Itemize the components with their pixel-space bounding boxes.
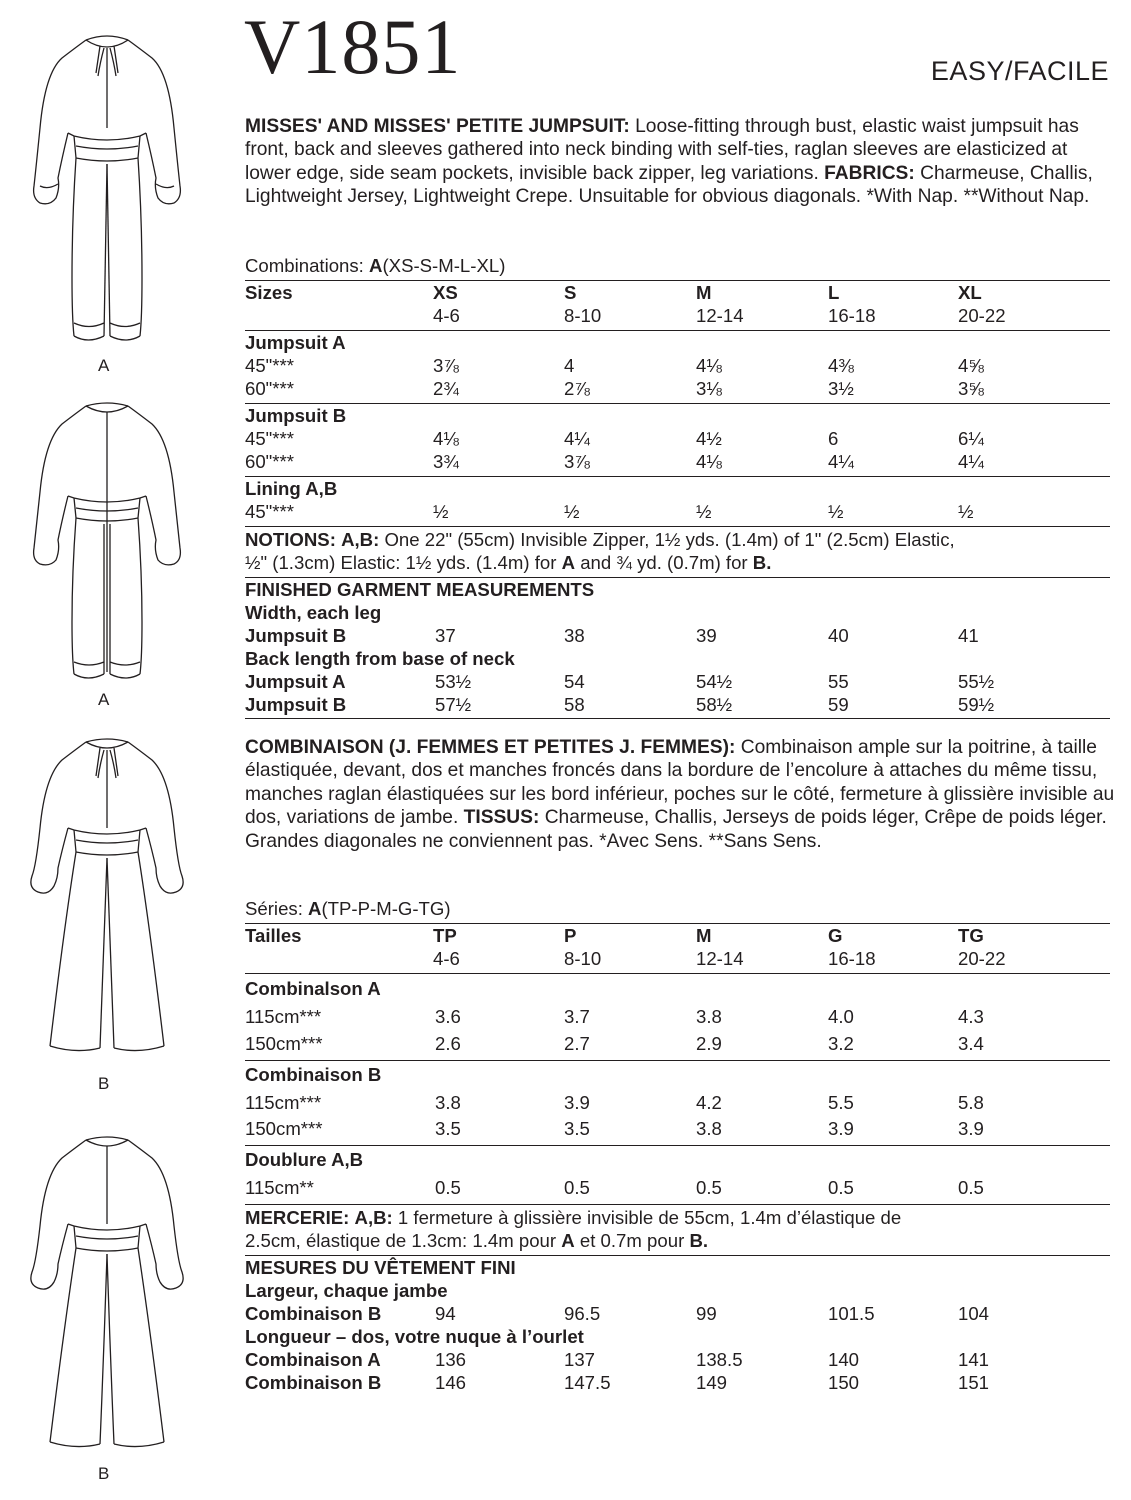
yardage-value: 0.5 [958,1177,984,1198]
yardage-value: 4⅛ [696,451,722,472]
yardage-group-title [245,477,1110,500]
sizes-label: Tailles [245,925,302,946]
measurement-value: 58 [564,694,585,715]
measurement-label: Jumpsuit B [245,694,347,715]
figure-label: B [98,1464,110,1483]
yardage-value: 3.8 [696,1006,722,1027]
size-range: 16-18 [828,948,876,969]
yardage-value: 3.9 [828,1118,854,1139]
combinations-sizes: (XS-S-M-L-XL) [382,255,506,276]
size-code: XL [958,282,982,303]
yardage-value: 0.5 [696,1177,722,1198]
group-title: Combinalson A [245,978,381,999]
yardage-row [245,500,1110,523]
yardage-value: 3⅛ [696,378,722,399]
yardage-value: 4½ [696,428,722,449]
group-title: Combinaison B [245,1064,382,1085]
yardage-value: ½ [958,501,974,522]
measurement-value: 38 [564,625,585,646]
sizes-header-row [245,924,1110,947]
english-yardage-table [245,255,1110,719]
finished-subtitle [245,1279,1110,1302]
size-range: 12-14 [696,305,744,326]
section-title: MESURES DU VÊTEMENT FINI [245,1257,516,1278]
figure-label: A [98,356,110,375]
combinations-label: Séries: [245,898,303,919]
yardage-value: 3.2 [828,1033,854,1054]
figure-view-b-front [0,728,215,1093]
yardage-value: 3.8 [435,1092,461,1113]
yardage-value: 4¼ [958,451,984,472]
yardage-value: 3.5 [435,1118,461,1139]
section-title: FINISHED GARMENT MEASUREMENTS [245,579,595,600]
figure-label: A [98,690,110,709]
notions [245,527,1110,574]
group-title: Jumpsuit A [245,332,346,353]
measurement-label: Jumpsuit A [245,671,346,692]
notions-text: 1 fermeture à glissière invisible de 55cm, 1.4m d’élastique de [397,1207,902,1228]
yardage-row [245,450,1110,473]
measurement-value: 53½ [435,671,472,692]
yardage-value: 5.5 [828,1092,854,1113]
yardage-value: 3.4 [958,1033,984,1054]
yardage-value: 4⅜ [828,355,854,376]
notions-text: One 22" (55cm) Invisible Zipper, 1½ yds. (1.4m) of 1" (2.5cm) Elastic, [384,529,955,550]
finished-title [245,578,1110,601]
measurement-row [245,624,1110,647]
jumpsuit-a-back-drawing [0,392,215,682]
yardage-value: 2¾ [433,378,459,399]
measurement-value: 59½ [958,694,995,715]
finished-subtitle [245,601,1110,624]
notions-view: A [561,552,576,573]
yardage-value: 5.8 [958,1092,984,1113]
size-range: 20-22 [958,948,1006,969]
notions-label: MERCERIE: [245,1207,350,1228]
description-title: COMBINAISON (J. FEMMES ET PETITES J. FEMMES): [245,737,736,758]
jumpsuit-a-front-drawing [0,18,215,363]
measurement-value: 55½ [958,671,995,692]
yardage-value: 3.8 [696,1118,722,1139]
yardage-value: 4⅝ [958,355,984,376]
combinations-line [245,255,1110,277]
yardage-value: ½ [828,501,844,522]
yardage-group-title [245,331,1110,354]
notions-text: et 0.7m pour [579,1230,685,1251]
size-range-row [245,304,1110,327]
measurement-value: 37 [435,625,456,646]
measurement-value: 94 [435,1303,456,1324]
measurement-value: 54 [564,671,585,692]
sizes-header-row [245,281,1110,304]
yardage-row [245,1003,1110,1031]
yardage-value: 4¼ [564,428,590,449]
measurement-value: 137 [564,1349,596,1370]
size-code: TP [433,925,457,946]
yardage-group-title [245,1146,1110,1174]
size-code: TG [958,925,984,946]
figure-view-b-back [0,1128,215,1483]
yardage-row [245,1089,1110,1116]
group-title: Lining A,B [245,478,338,499]
section-subtitle: Width, each leg [245,602,382,623]
fabrics-text: Charmeuse, Challis, Lightweight Jersey, Lightweight Crepe. Unsuitable for obvious diagonals. *With Nap. **Without Nap. [245,162,1093,208]
yardage-value: 0.5 [564,1177,590,1198]
difficulty-rating: EASY/FACILE [930,56,1109,86]
notions-text: 2.5cm, élastique de 1.3cm: 1.4m pour [245,1230,557,1251]
measurement-value: 39 [696,625,717,646]
pattern-number: V1851 [244,3,462,90]
size-range: 8-10 [564,305,602,326]
figure-view-a-front [0,18,215,375]
measurement-value: 136 [435,1349,467,1370]
yardage-value: 3.9 [564,1092,590,1113]
yardage-value: 3¾ [433,451,459,472]
size-code: S [564,282,577,303]
notions-view: A [561,1230,575,1251]
size-range: 4-6 [433,948,460,969]
jumpsuit-b-front-drawing [0,728,215,1068]
yardage-value: 3⅞ [564,451,590,472]
yardage-value: 2⅞ [564,378,590,399]
measurement-value: 54½ [696,671,733,692]
measurement-value: 146 [435,1372,467,1393]
measurement-value: 138.5 [696,1349,743,1370]
yardage-value: 3½ [828,378,854,399]
sizes-label: Sizes [245,282,293,303]
size-code: G [828,925,843,946]
measurement-value: 40 [828,625,849,646]
combinations-code: A [369,255,383,276]
description-text: Loose-fitting through bust, elastic waist jumpsuit has front, back and sleeves gathered into neck binding with self-ties, raglan sleeves are elasticized at lower edge, side seam pockets, invisible back zipper, leg variations. [245,116,1079,184]
measurement-value: 150 [828,1372,860,1393]
yardage-value: ½ [696,501,712,522]
size-range: 20-22 [958,305,1006,326]
yardage-value: 0.5 [435,1177,461,1198]
section-subtitle: Largeur, chaque jambe [245,1280,448,1301]
size-code: M [696,282,712,303]
french-description [245,736,1117,853]
yardage-value: 3⅞ [433,355,459,376]
combinations-label: Combinations: [245,255,364,276]
measurement-row [245,1371,1110,1394]
notions-views: A,B: [341,529,380,550]
measurement-value: 58½ [696,694,733,715]
fabric-width: 60"*** [245,378,294,399]
garment-illustrations [0,0,215,1500]
french-yardage-table [245,898,1110,1394]
fabric-width: 150cm*** [245,1033,323,1054]
yardage-row [245,1174,1110,1202]
yardage-value: 6 [828,428,839,449]
measurement-value: 104 [958,1303,990,1324]
yardage-group-title [245,1061,1110,1089]
fabrics-text: Charmeuse, Challis, Jerseys de poids léger, Crêpe de poids léger. Grandes diagonales ne conviennent pas. *Avec Sens. **Sans Sens. [245,807,1107,852]
measurement-value: 101.5 [828,1303,875,1324]
notions-view: B. [689,1230,709,1251]
measurement-value: 99 [696,1303,717,1324]
measurement-value: 149 [696,1372,728,1393]
yardage-value: 4.2 [696,1092,722,1113]
measurement-label: Combinaison B [245,1372,382,1393]
size-range-row [245,947,1110,970]
measurement-value: 140 [828,1349,860,1370]
mercerie [245,1205,1110,1252]
size-range: 16-18 [828,305,876,326]
notions-label: NOTIONS: [245,529,336,550]
yardage-value: 2.7 [564,1033,590,1054]
yardage-value: 2.9 [696,1033,722,1054]
yardage-value: 0.5 [828,1177,854,1198]
yardage-value: ½ [433,501,449,522]
measurement-label: Combinaison B [245,1303,382,1324]
yardage-value: 4 [564,355,575,376]
yardage-value: 4¼ [828,451,854,472]
fabric-width: 45"*** [245,428,294,449]
finished-subtitle [245,647,1110,670]
size-code: P [564,925,577,946]
yardage-row [245,1031,1110,1057]
measurement-value: 59 [828,694,849,715]
measurement-value: 147.5 [564,1372,611,1393]
group-title: Doublure A,B [245,1149,364,1170]
description-text: Combinaison ample sur la poitrine, à taille élastiquée, devant, dos et manches froncés dans la bordure de l’encolure à attaches du même tissu, manches raglan élastiquées sur les bord inférieur, poches sur le côté, fermeture à glissière invisible au dos, variations de jambe. [245,737,1115,829]
yardage-value: 4⅛ [433,428,459,449]
figure-label: B [98,1074,110,1093]
notions-text: ½" (1.3cm) Elastic: 1½ yds. (1.4m) for [245,552,557,573]
yardage-group-title [245,404,1110,427]
fabric-width: 45"*** [245,501,294,522]
notions-text: and ¾ yd. (0.7m) for [580,552,748,573]
yardage-value: 4.3 [958,1006,984,1027]
fabric-width: 115cm*** [245,1092,322,1113]
fabric-width: 115cm** [245,1177,314,1198]
yardage-value: 2.6 [435,1033,461,1054]
yardage-row [245,427,1110,450]
measurement-value: 55 [828,671,849,692]
yardage-value: ½ [564,501,580,522]
english-description [245,115,1117,209]
measurement-label: Jumpsuit B [245,625,347,646]
description-title: MISSES' AND MISSES' PETITE JUMPSUIT: [245,116,630,137]
fabric-width: 45"*** [245,355,294,376]
measurement-value: 57½ [435,694,472,715]
notions-views: A,B: [354,1207,393,1228]
measurement-value: 41 [958,625,979,646]
section-subtitle: Back length from base of neck [245,648,515,669]
finished-subtitle [245,1325,1110,1348]
measurement-row [245,1348,1110,1371]
size-range: 4-6 [433,305,460,326]
yardage-row [245,377,1110,400]
measurement-row [245,693,1110,716]
yardage-group-title [245,974,1110,1003]
size-code: XS [433,282,458,303]
yardage-value: 3.5 [564,1118,590,1139]
yardage-value: 3.7 [564,1006,590,1027]
yardage-value: 3.9 [958,1118,984,1139]
size-code: M [696,925,712,946]
size-code: L [828,282,840,303]
yardage-value: 3⅝ [958,378,984,399]
measurement-row [245,670,1110,693]
combinations-line [245,898,1110,920]
measurement-row [245,1302,1110,1325]
fabric-width: 150cm*** [245,1118,323,1139]
yardage-value: 4⅛ [696,355,722,376]
notions-view: B. [752,552,772,573]
measurement-label: Combinaison A [245,1349,381,1370]
section-subtitle: Longueur – dos, votre nuque à l’ourlet [245,1326,584,1347]
yardage-value: 3.6 [435,1006,461,1027]
figure-view-a-back [0,392,215,709]
size-range: 12-14 [696,948,744,969]
group-title: Jumpsuit B [245,405,347,426]
measurement-value: 151 [958,1372,990,1393]
size-range: 8-10 [564,948,602,969]
measurement-value: 141 [958,1349,990,1370]
fabrics-label: TISSUS: [463,807,540,829]
yardage-value: 4.0 [828,1006,854,1027]
fabrics-label: FABRICS: [824,162,915,184]
combinations-code: A [308,898,322,919]
combinations-sizes: (TP-P-M-G-TG) [321,898,451,919]
yardage-row [245,354,1110,377]
yardage-value: 6¼ [958,428,984,449]
yardage-row [245,1116,1110,1142]
fabric-width: 115cm*** [245,1006,322,1027]
measurement-value: 96.5 [564,1303,601,1324]
finished-title [245,1256,1110,1279]
jumpsuit-b-back-drawing [0,1128,215,1458]
fabric-width: 60"*** [245,451,294,472]
